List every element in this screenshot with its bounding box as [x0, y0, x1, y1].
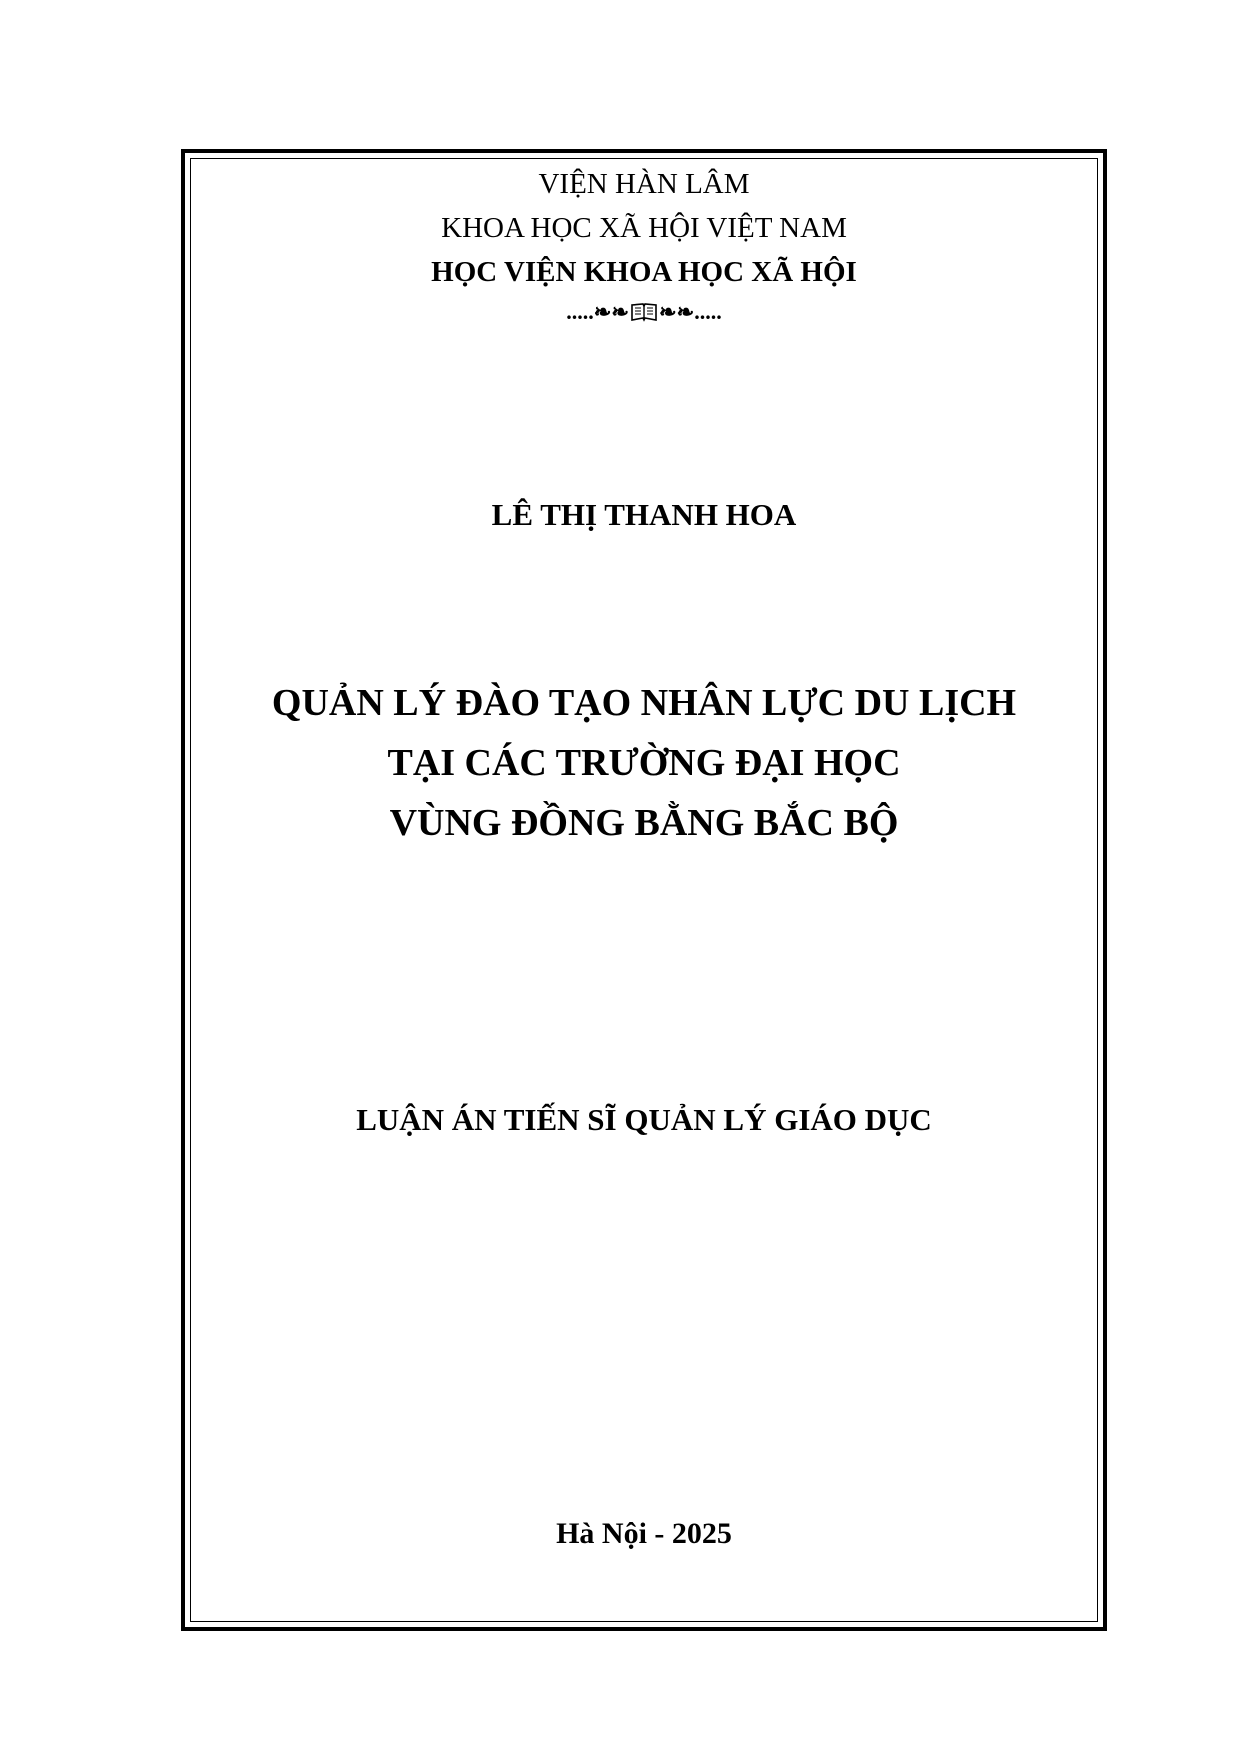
degree-type: LUẬN ÁN TIẾN SĨ QUẢN LÝ GIÁO DỤC — [356, 1102, 932, 1137]
ornament-dots-right: ..... — [694, 299, 722, 324]
thesis-title-line-3: VÙNG ĐỒNG BẰNG BẮC BỘ — [389, 802, 899, 844]
book-icon — [631, 301, 657, 329]
thesis-title-line-2: TẠI CÁC TRƯỜNG ĐẠI HỌC — [387, 742, 901, 784]
ornament-divider — [190, 298, 1098, 329]
author-name: LÊ THỊ THANH HOA — [491, 497, 797, 532]
swirl-icon-right: ❧❧ — [659, 300, 695, 324]
institution-line-1: VIỆN HÀN LÂM — [538, 168, 750, 200]
institution-line-3: HỌC VIỆN KHOA HỌC XÃ HỘI — [431, 256, 857, 288]
thesis-title-line-1: QUẢN LÝ ĐÀO TẠO NHÂN LỰC DU LỊCH — [271, 682, 1017, 724]
page-border-inner — [190, 158, 1098, 1622]
swirl-icon-left: ❧❧ — [593, 300, 629, 324]
institution-line-2: KHOA HỌC XÃ HỘI VIỆT NAM — [441, 212, 847, 244]
place-and-year: Hà Nội - 2025 — [556, 1517, 732, 1550]
ornament-dots-left: ..... — [566, 299, 594, 324]
